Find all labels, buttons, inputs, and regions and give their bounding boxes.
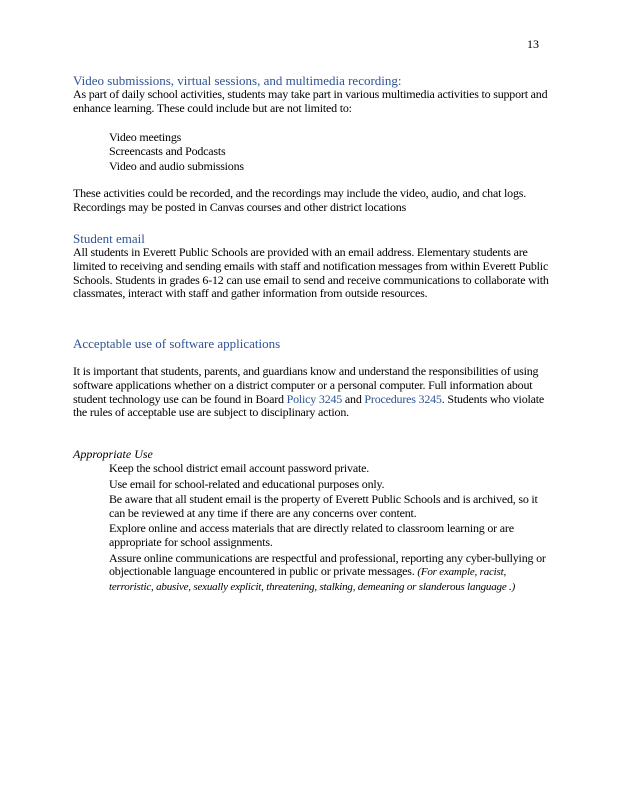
procedures-link[interactable]: Procedures 3245 [364,391,442,406]
video-bullet-list [90,130,244,173]
list-item: Video meetings [109,130,182,144]
section-heading-software: Acceptable use of software applications [73,336,281,351]
list-item: Use email for school-related and educational purposes only. [109,476,385,491]
list-item: Assure online communications are respectful and professional, reporting any cyber-bullying or objectionable language encountered in public or private messages. (For example, racist, terroristic, abusive, sexually explicit, threatening, stalking, demeaning or slanderous language .) [109,550,546,593]
examples-note: (For example, racist, terroristic, abusive, sexually explicit, threatening, stalking, demeaning or slanderous language .) [109,566,516,593]
list-item: Be aware that all student email is the property of Everett Public Schools and is archived, so it can be reviewed at any time if there are any concerns over content. [109,492,538,520]
appropriate-use-heading: Appropriate Use [73,447,153,461]
list-item: Explore online and access materials that are directly related to classroom learning or are appropriate for school assignments. [109,521,514,549]
list-item: Screencasts and Podcasts [109,144,226,159]
list-item: Video and audio submissions [109,158,244,173]
appropriate-use-list [90,462,550,596]
section-heading-email: Student email [73,231,145,246]
video-intro-paragraph: As part of daily school activities, students may take part in various multimedia activities to support and enhance learning. These could include but are not limited to: [73,87,548,115]
software-paragraph: It is important that students, parents, and guardians know and understand the responsibilities of using software applications whether on a district computer or a personal computer. Full information about student technology use can be found in Board Policy 3245 and Procedures 3245. Students who violate the rules of acceptable use are subject to disciplinary action. [73,364,545,420]
section-heading-video: Video submissions, virtual sessions, and multimedia recording: [73,73,402,88]
page-number: 13 [527,37,539,51]
recording-note-paragraph: These activities could be recorded, and the recordings may include the video, audio, and chat logs. Recordings may be posted in Canvas courses and other district locations [73,186,527,214]
list-item: Keep the school district email account password private. [109,461,370,475]
policy-link[interactable]: Policy 3245 [286,391,343,406]
email-paragraph: All students in Everett Public Schools are provided with an email address. Elementary students are limited to receiving and sending emails with staff and notification messages from within Everett Public Schools. Students in grades 6-12 can use email to send and receive communications to collaborate with classmates, interact with staff and gather information from outside resources. [73,245,549,301]
